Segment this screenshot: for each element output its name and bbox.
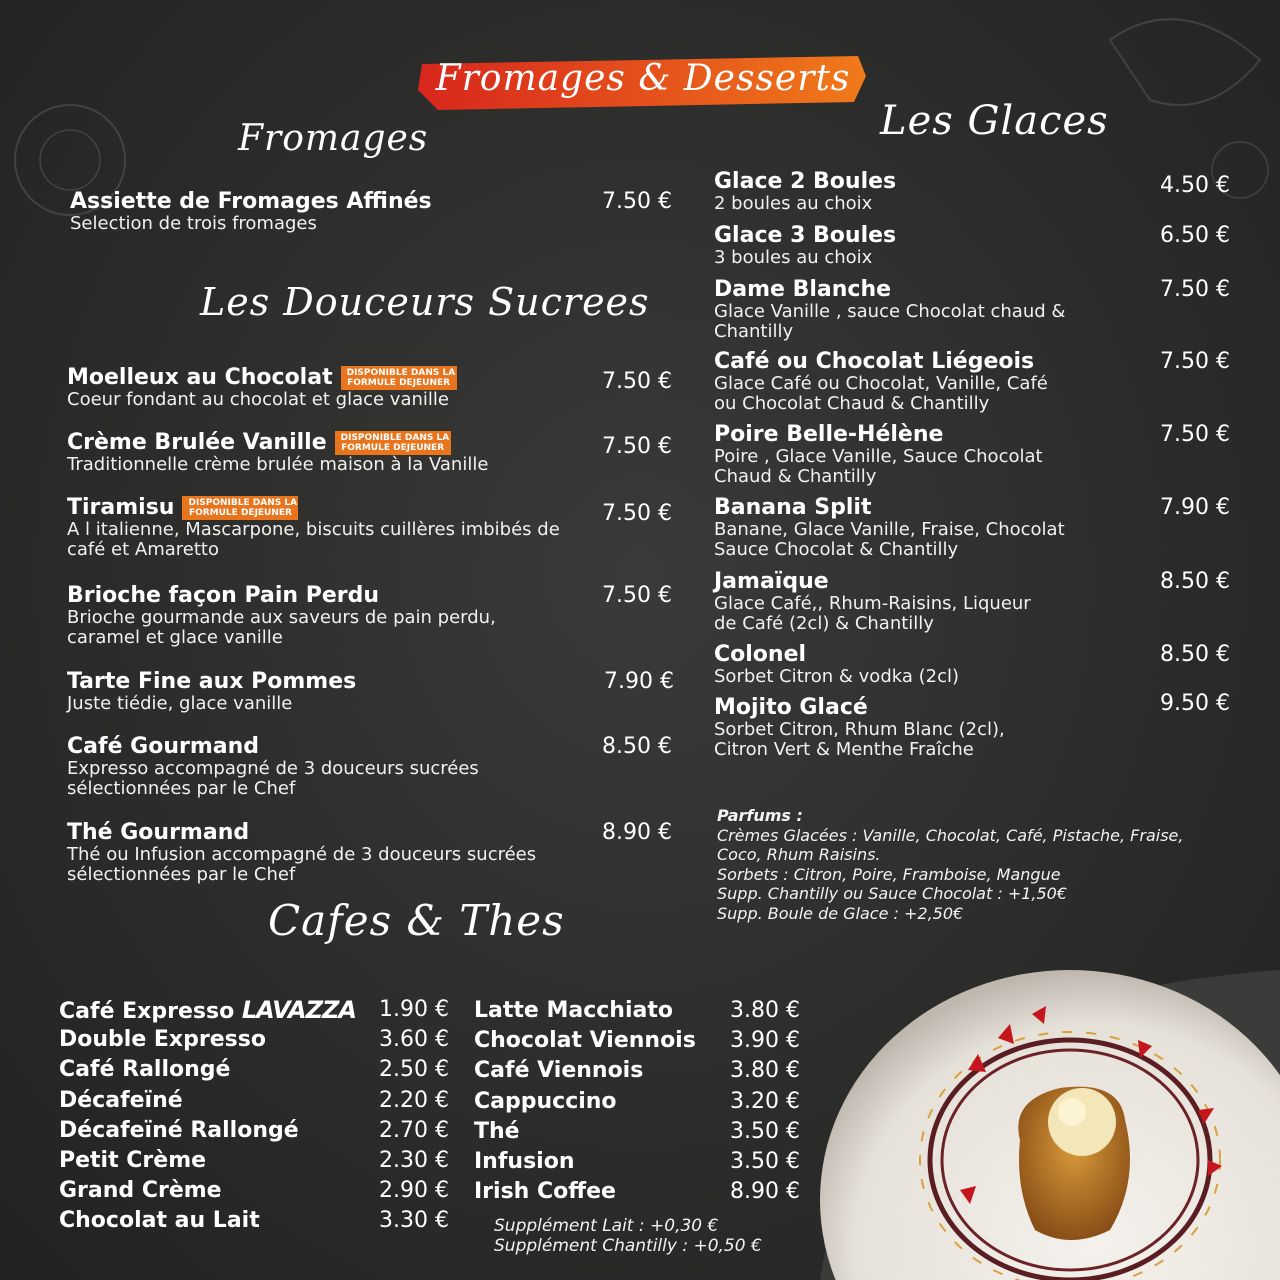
cafe-name: Cappuccino	[474, 1088, 617, 1114]
cafe-price: 8.90 €	[730, 1179, 800, 1205]
cafe-item	[59, 1146, 449, 1176]
item-desc: Glace Café,, Rhum-Raisins, Liqueur de Café (2cl) & Chantilly	[714, 593, 1031, 634]
title-banner	[418, 46, 868, 114]
douceurs-heading: Les Douceurs Sucrees	[200, 280, 650, 324]
cafe-price: 3.80 €	[730, 998, 800, 1023]
menu-item	[67, 431, 679, 475]
item-desc: Sorbet Citron & vodka (2cl)	[714, 666, 959, 687]
menu-item	[714, 496, 1232, 560]
item-price: 7.50 €	[1160, 349, 1230, 374]
cafe-item	[59, 1116, 449, 1146]
item-desc: Glace Café ou Chocolat, Vanille, Café ou Chocolat Chaud & Chantilly	[714, 373, 1048, 414]
item-desc: Expresso accompagné de 3 douceurs sucrées sélectionnées par le Chef	[67, 758, 479, 799]
item-desc: Thé ou Infusion accompagné de 3 douceurs sucrées sélectionnées par le Chef	[67, 844, 537, 885]
item-price: 7.50 €	[602, 189, 672, 214]
item-desc: Sorbet Citron, Rhum Blanc (2cl), Citron Vert & Menthe Fraîche	[714, 719, 1005, 760]
dessert-photo	[820, 960, 1280, 1280]
badge-line: FORMULE DEJEUNER	[341, 443, 445, 453]
menu-item	[714, 570, 1232, 634]
parfums-line: Supp. Boule de Glace : +2,50€	[717, 903, 964, 923]
cafe-item	[59, 1176, 449, 1206]
menu-item	[67, 821, 679, 885]
badge-line: FORMULE DEJEUNER	[347, 378, 451, 388]
item-price: 7.90 €	[1160, 495, 1230, 520]
cafe-name: Chocolat au Lait	[59, 1208, 260, 1234]
cafe-name: Café Rallongé	[59, 1057, 231, 1083]
item-name-text: Crème Brulée Vanille	[67, 430, 327, 455]
glaces-heading: Les Glaces	[880, 98, 1109, 144]
item-price: 8.50 €	[1160, 569, 1230, 594]
item-name: Jamaïque	[714, 569, 829, 594]
item-price: 7.50 €	[602, 501, 672, 526]
parfums-line: Coco, Rhum Raisins.	[717, 845, 881, 864]
item-name: Glace 2 Boules	[714, 169, 897, 194]
item-desc: Traditionnelle crème brulée maison à la Vanille	[67, 454, 489, 475]
cafe-item	[474, 1177, 800, 1207]
item-name: Tarte Fine aux Pommes	[67, 669, 357, 694]
cafe-item	[59, 1086, 449, 1116]
menu-item	[714, 350, 1232, 414]
menu-item	[714, 643, 1232, 687]
cafe-name	[59, 995, 356, 1025]
cafe-name: Irish Coffee	[474, 1179, 616, 1205]
cafe-item	[59, 1206, 449, 1236]
badge-line: DISPONIBLE DANS LA	[340, 433, 450, 443]
cafe-price: 3.20 €	[730, 1088, 800, 1114]
item-desc: Coeur fondant au chocolat et glace vanille	[67, 389, 449, 410]
cafe-price: 3.50 €	[730, 1148, 800, 1174]
cafe-name: Latte Macchiato	[474, 998, 673, 1023]
item-price: 7.50 €	[602, 434, 672, 459]
cafe-price: 2.20 €	[379, 1087, 449, 1113]
cafe-name: Double Expresso	[59, 1027, 266, 1053]
cafe-price: 3.60 €	[379, 1027, 449, 1053]
cafe-price: 3.30 €	[379, 1208, 449, 1234]
menu-item	[67, 735, 679, 799]
badge-line: DISPONIBLE DANS LA	[346, 368, 456, 378]
cafe-item	[474, 1117, 800, 1147]
lavazza-logo: LAVAZZA	[241, 996, 356, 1024]
item-price: 7.50 €	[1160, 277, 1230, 302]
item-price: 4.50 €	[1160, 173, 1230, 198]
item-price: 7.90 €	[604, 669, 674, 694]
cafes-heading: Cafes & Thes	[268, 896, 565, 945]
item-desc: Banane, Glace Vanille, Fraise, Chocolat Sauce Chocolat & Chantilly	[714, 519, 1065, 560]
item-price: 9.50 €	[1160, 691, 1230, 716]
cafe-price: 2.90 €	[379, 1178, 449, 1204]
cafe-item	[474, 996, 800, 1026]
item-desc: Poire , Glace Vanille, Sauce Chocolat Chaud & Chantilly	[714, 446, 1043, 487]
item-price: 7.50 €	[602, 369, 672, 394]
item-desc: 2 boules au choix	[714, 193, 873, 214]
cafe-name: Grand Crème	[59, 1178, 222, 1204]
item-name: Thé Gourmand	[67, 820, 250, 845]
cafe-name: Thé	[474, 1118, 520, 1144]
badge-line: FORMULE DEJEUNER	[188, 508, 292, 518]
menu-item	[70, 190, 680, 234]
item-desc: Brioche gourmande aux saveurs de pain perdu, caramel et glace vanille	[67, 607, 496, 648]
menu-item	[714, 691, 1232, 760]
cafe-item	[59, 1055, 449, 1085]
menu-item	[67, 496, 679, 560]
item-price: 8.50 €	[1160, 642, 1230, 667]
item-name: Glace 3 Boules	[714, 223, 897, 248]
formule-badge	[335, 431, 451, 455]
item-name: Poire Belle-Hélène	[714, 422, 944, 447]
cafe-price: 3.80 €	[730, 1058, 800, 1084]
item-name	[67, 496, 679, 520]
item-desc: Glace Vanille , sauce Chocolat chaud & Chantilly	[714, 301, 1066, 342]
menu-item	[714, 278, 1232, 342]
item-name: Café Gourmand	[67, 734, 260, 759]
formule-badge	[341, 366, 457, 390]
cafe-price: 2.70 €	[379, 1117, 449, 1143]
item-price: 6.50 €	[1160, 223, 1230, 248]
menu-item	[67, 584, 679, 648]
item-name	[67, 366, 679, 390]
menu-item	[714, 423, 1232, 487]
menu-item	[67, 366, 679, 410]
fromages-heading: Fromages	[238, 118, 429, 159]
parfums-note	[717, 806, 1237, 923]
item-name: Colonel	[714, 642, 807, 667]
cafes-left-list	[59, 995, 449, 1237]
cafes-right-list	[474, 996, 800, 1207]
item-price: 7.50 €	[602, 583, 672, 608]
page-title: Fromages & Desserts	[435, 58, 851, 99]
cafe-item	[474, 1026, 800, 1056]
cafe-price: 2.30 €	[379, 1147, 449, 1173]
cafe-name: Petit Crème	[59, 1147, 207, 1173]
parfums-line: Sorbets : Citron, Poire, Framboise, Mangue	[717, 864, 1061, 884]
cafe-name: Chocolat Viennois	[474, 1028, 696, 1054]
item-desc: Juste tiédie, glace vanille	[67, 693, 293, 714]
item-name-text: Moelleux au Chocolat	[67, 365, 333, 390]
item-name: Banana Split	[714, 495, 872, 520]
item-desc: A l italienne, Mascarpone, biscuits cuillères imbibés de café et Amaretto	[67, 519, 560, 560]
cafe-name: Café Viennois	[474, 1058, 644, 1084]
cafe-item	[474, 1087, 800, 1117]
cafe-price: 1.90 €	[379, 997, 449, 1022]
item-name: Brioche façon Pain Perdu	[67, 583, 379, 608]
menu-item	[714, 224, 1232, 268]
badge-line: DISPONIBLE DANS LA	[188, 498, 298, 508]
supplement-line: Supplément Chantilly : +0,50 €	[494, 1236, 762, 1256]
item-name: Café ou Chocolat Liégeois	[714, 349, 1035, 374]
formule-badge	[182, 496, 298, 520]
item-name	[67, 431, 679, 455]
item-name: Assiette de Fromages Affinés	[70, 189, 432, 214]
cafe-name: Décafeïné Rallongé	[59, 1117, 299, 1143]
menu-item	[714, 170, 1232, 214]
item-price: 7.50 €	[1160, 422, 1230, 447]
parfums-line: Crèmes Glacées : Vanille, Chocolat, Café, Pistache, Fraise,	[717, 825, 1184, 845]
cafe-item	[474, 1147, 800, 1177]
item-price: 8.90 €	[602, 820, 672, 845]
supplements-note	[494, 1216, 762, 1256]
item-name-text: Tiramisu	[67, 495, 175, 520]
menu-item	[67, 670, 679, 714]
cafe-name: Infusion	[474, 1148, 575, 1174]
item-desc: 3 boules au choix	[714, 247, 873, 268]
parfums-line: Supp. Chantilly ou Sauce Chocolat : +1,50€	[717, 884, 1068, 903]
item-name: Dame Blanche	[714, 277, 892, 302]
parfums-title: Parfums :	[717, 806, 803, 825]
item-name: Mojito Glacé	[714, 695, 868, 720]
cafe-name-text: Café Expresso	[59, 999, 235, 1024]
cafe-name: Décafeïné	[59, 1087, 183, 1113]
item-price: 8.50 €	[602, 734, 672, 759]
cafe-price: 3.90 €	[730, 1028, 800, 1054]
cafe-item	[474, 1056, 800, 1086]
supplement-line: Supplément Lait : +0,30 €	[494, 1216, 719, 1236]
item-desc: Selection de trois fromages	[70, 213, 317, 234]
cafe-item	[59, 995, 449, 1025]
cafe-price: 3.50 €	[730, 1118, 800, 1144]
cafe-price: 2.50 €	[379, 1057, 449, 1083]
cafe-item	[59, 1025, 449, 1055]
